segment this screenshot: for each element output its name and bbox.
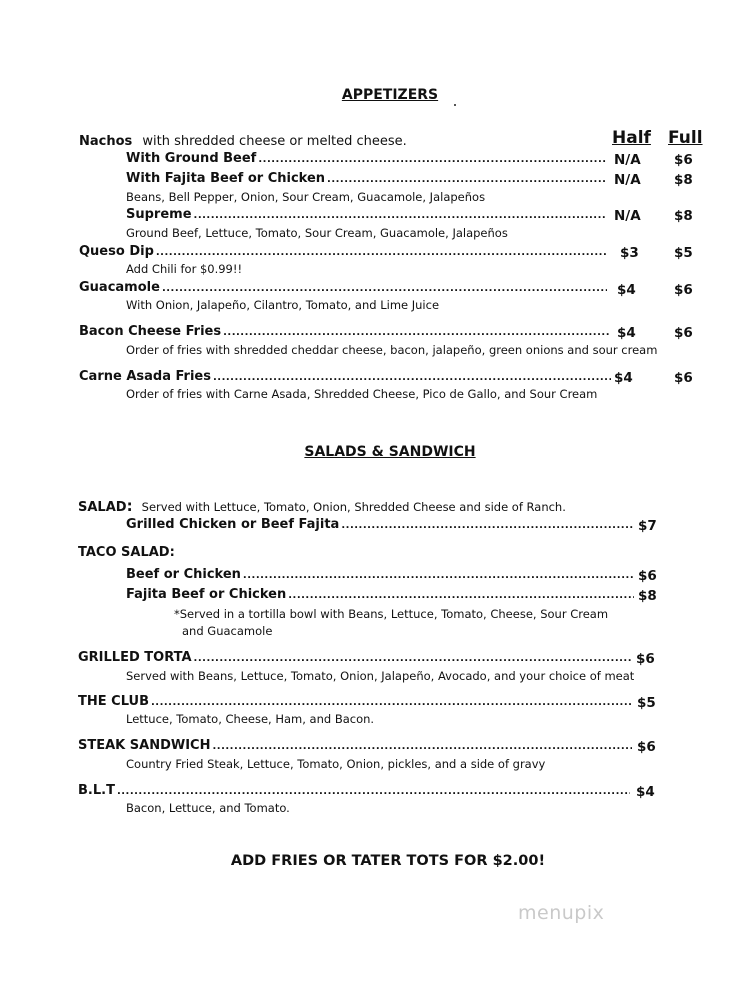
queso-dip-row xyxy=(79,244,609,259)
dot-leader xyxy=(223,327,611,338)
price-full: $6 xyxy=(674,325,693,341)
carne-asada-fries-row xyxy=(79,369,613,384)
dot-leader xyxy=(194,210,606,221)
item-description: Bacon, Lettuce, and Tomato. xyxy=(126,801,290,815)
item-label: Fajita Beef or Chicken xyxy=(126,587,287,602)
nachos-fajita-row xyxy=(126,171,608,186)
dot-leader xyxy=(327,174,606,185)
dot-leader xyxy=(212,741,632,752)
guacamole-row xyxy=(79,280,609,295)
salads-heading: SALADS & SANDWICH xyxy=(304,444,476,460)
item-label: B.L.T xyxy=(78,783,115,798)
item-label: THE CLUB xyxy=(78,694,149,709)
item-label: Carne Asada Fries xyxy=(79,369,211,384)
price-full: $5 xyxy=(674,245,693,261)
price: $4 xyxy=(636,784,655,800)
item-description: Order of fries with Carne Asada, Shredded Cheese, Pico de Gallo, and Sour Cream xyxy=(126,387,598,401)
price-half: $4 xyxy=(614,370,633,386)
taco-salad-note-line1: *Served in a tortilla bowl with Beans, Lettuce, Tomato, Cheese, Sour Cream xyxy=(174,607,609,621)
dot-leader xyxy=(258,154,606,165)
price: $7 xyxy=(638,518,657,534)
taco-salad-note-line2: and Guacamole xyxy=(182,624,273,638)
nachos-row xyxy=(79,130,407,149)
item-label: Queso Dip xyxy=(79,244,154,259)
appetizers-heading: APPETIZERS xyxy=(341,87,439,103)
dot-leader xyxy=(213,372,611,383)
scan-speck xyxy=(454,104,456,106)
dot-leader xyxy=(243,570,634,581)
salad-label: SALAD xyxy=(78,500,127,515)
item-label: Beef or Chicken xyxy=(126,567,241,582)
salad-colon: : xyxy=(126,497,133,515)
dot-leader xyxy=(288,590,634,601)
item-description: Order of fries with shredded cheddar cheese, bacon, jalapeño, green onions and sour cream xyxy=(126,343,658,357)
nachos-ground-beef-row xyxy=(126,151,608,166)
price-full: $8 xyxy=(674,172,693,188)
price: $6 xyxy=(637,739,656,755)
column-header-half: Half xyxy=(612,128,651,148)
item-label: Bacon Cheese Fries xyxy=(79,324,222,339)
price: $8 xyxy=(638,588,657,604)
grilled-torta-row xyxy=(78,650,634,665)
dot-leader xyxy=(151,697,632,708)
price-half: N/A xyxy=(614,152,641,168)
taco-salad-label: TACO SALAD: xyxy=(78,545,175,560)
add-fries-note: ADD FRIES OR TATER TOTS FOR $2.00! xyxy=(230,853,546,869)
dot-leader xyxy=(194,653,632,664)
item-description: Add Chili for $0.99!! xyxy=(126,262,243,276)
price: $6 xyxy=(636,651,655,667)
price-full: $6 xyxy=(674,370,693,386)
price-full: $6 xyxy=(674,282,693,298)
dot-leader xyxy=(156,247,607,258)
item-label: Supreme xyxy=(126,207,192,222)
item-description: Beans, Bell Pepper, Onion, Sour Cream, Guacamole, Jalapeños xyxy=(126,190,486,204)
item-label: Guacamole xyxy=(79,280,160,295)
taco-fajita-row xyxy=(126,587,636,602)
item-label: With Fajita Beef or Chicken xyxy=(126,171,326,186)
price-half: N/A xyxy=(614,172,641,188)
price-full: $6 xyxy=(674,152,693,168)
the-club-row xyxy=(78,694,634,709)
price-half: $4 xyxy=(617,325,636,341)
steak-sandwich-row xyxy=(78,738,634,753)
price-full: $8 xyxy=(674,208,693,224)
dot-leader xyxy=(117,786,630,797)
price: $5 xyxy=(637,695,656,711)
menupix-watermark: menupix xyxy=(518,902,605,924)
item-label: STEAK SANDWICH xyxy=(78,738,211,753)
price-half: $3 xyxy=(620,245,639,261)
item-label: Grilled Chicken or Beef Fajita xyxy=(126,517,340,532)
nachos-desc: with shredded cheese or melted cheese. xyxy=(142,134,407,149)
grilled-chicken-fajita-row xyxy=(126,517,636,532)
item-label: GRILLED TORTA xyxy=(78,650,192,665)
item-description: Ground Beef, Lettuce, Tomato, Sour Cream, Guacamole, Jalapeños xyxy=(126,226,508,240)
price-half: $4 xyxy=(617,282,636,298)
nachos-label: Nachos xyxy=(79,134,133,149)
column-header-full: Full xyxy=(668,128,703,148)
blt-row xyxy=(78,783,632,798)
item-description: Lettuce, Tomato, Cheese, Ham, and Bacon. xyxy=(126,712,375,726)
price-half: N/A xyxy=(614,208,641,224)
nachos-supreme-row xyxy=(126,207,608,222)
dot-leader xyxy=(162,283,607,294)
item-description: Served with Beans, Lettuce, Tomato, Onion, Jalapeño, Avocado, and your choice of meat xyxy=(126,669,635,683)
bacon-cheese-fries-row xyxy=(79,324,613,339)
dot-leader xyxy=(341,520,634,531)
item-description: Country Fried Steak, Lettuce, Tomato, Onion, pickles, and a side of gravy xyxy=(126,757,546,771)
item-label: With Ground Beef xyxy=(126,151,257,166)
salad-header-row xyxy=(78,496,566,515)
item-description: With Onion, Jalapeño, Cilantro, Tomato, and Lime Juice xyxy=(126,298,440,312)
salad-desc: Served with Lettuce, Tomato, Onion, Shredded Cheese and side of Ranch. xyxy=(141,500,566,514)
taco-beef-chicken-row xyxy=(126,567,636,582)
price: $6 xyxy=(638,568,657,584)
